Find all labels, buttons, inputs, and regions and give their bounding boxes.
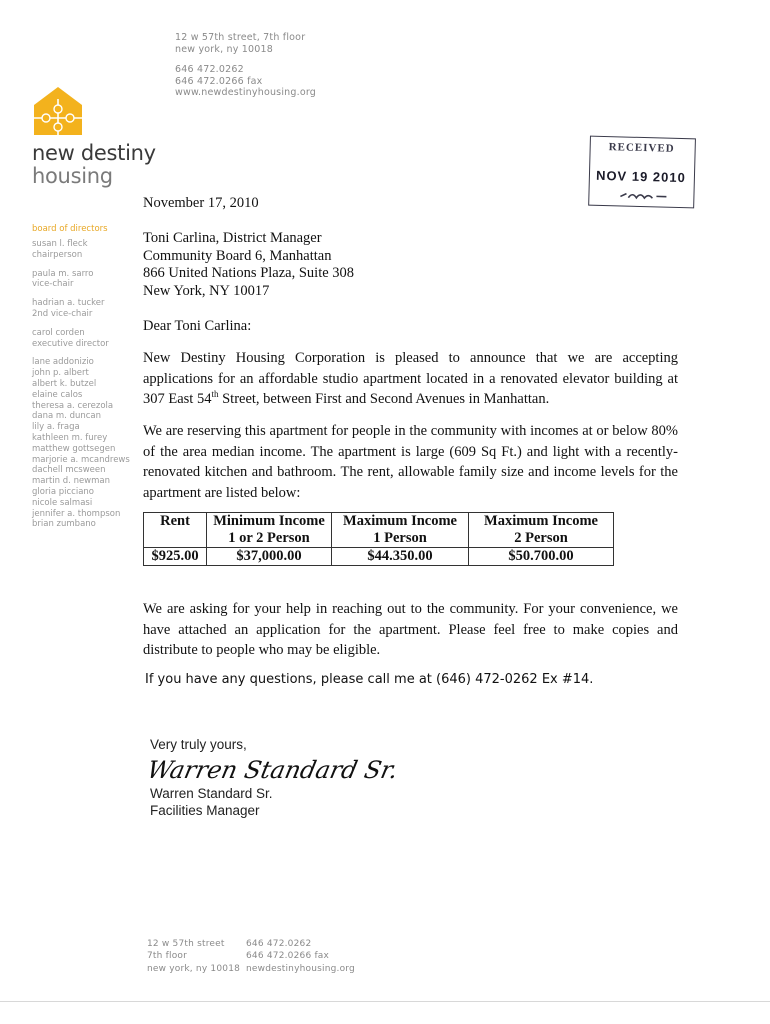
contact-line: If you have any questions, please call me at (646) 472-0262 Ex #14.: [145, 672, 594, 687]
salutation: Dear Toni Carlina:: [143, 318, 252, 334]
header-max-income-1: Maximum Income 1 Person: [332, 513, 469, 548]
paragraph-request: We are asking for your help in reaching out to the community. For your convenience, we have attached an application for the apartment. Please feel free to make copies and distribute to people who may be eligible.: [143, 601, 678, 658]
addressee-line: 866 United Nations Plaza, Suite 308: [143, 265, 355, 281]
handwritten-signature: [144, 750, 401, 790]
addressee-line: Toni Carlina, District Manager: [143, 230, 322, 246]
board-member: carol corden: [32, 327, 85, 338]
board-member: hadrian a. tucker: [32, 298, 105, 309]
board-member: martin d. newman: [32, 476, 111, 487]
board-member: lily a. fraga: [32, 422, 80, 433]
board-member: gloria picciano: [32, 486, 94, 497]
board-member: vice-chair: [32, 279, 74, 290]
board-group: [32, 239, 130, 261]
paragraph-text: Street, between First and Second Avenues in Manhattan.: [218, 391, 550, 407]
table-row: [144, 548, 614, 566]
paragraph-text: New Destiny Housing Corporation is pleased to announce that we are accepting applications for an affordable studio apartment located in a renovated elevator building at 307 East 54: [143, 350, 678, 407]
footer-line: 646 472.0262: [246, 939, 312, 949]
brand-name-line2: housing: [32, 164, 113, 188]
footer-line: 12 w 57th street: [147, 939, 225, 949]
board-member: dachell mcsween: [32, 465, 106, 476]
cell-max-income-1: $44.350.00: [332, 548, 469, 566]
board-member: susan l. fleck: [32, 239, 88, 249]
address-line-1: 12 w 57th street, 7th floor: [175, 32, 306, 43]
brand-name-line1: new destiny: [32, 141, 156, 165]
board-member: albert k. butzel: [32, 378, 97, 389]
stamp-date: NOV 19 2010: [595, 167, 687, 186]
board-member: paula m. sarro: [32, 268, 94, 279]
addressee-line: New York, NY 10017: [143, 282, 270, 299]
board-member: 2nd vice-chair: [32, 308, 93, 319]
header-max-income-2: Maximum Income 2 Person: [469, 513, 614, 548]
stamp-scribble-icon: [618, 190, 668, 201]
footer-contact: [246, 938, 355, 975]
board-of-directors-title: board of directors: [32, 224, 108, 234]
footer-line: 7th floor: [147, 951, 188, 962]
board-member: nicole salmasi: [32, 497, 93, 508]
board-member: marjorie a. mcandrews: [32, 454, 130, 465]
board-member: executive director: [32, 338, 109, 349]
paragraph-announcement: [143, 348, 678, 410]
ordinal-suffix: th: [211, 389, 219, 400]
board-member: theresa a. cerezola: [32, 400, 114, 411]
signer-title: Facilities Manager: [150, 803, 260, 818]
website: www.newdestinyhousing.org: [175, 87, 317, 98]
board-group: [32, 298, 130, 320]
addressee-line: Community Board 6, Manhattan: [143, 247, 332, 264]
phone-number: 646 472.0262: [175, 64, 244, 75]
board-member: john p. albert: [32, 368, 89, 379]
header-rent: Rent: [144, 513, 207, 548]
footer-line: new york, ny 10018: [147, 963, 241, 974]
footer-line: newdestinyhousing.org: [246, 963, 355, 974]
board-member: dana m. duncan: [32, 411, 102, 422]
cell-rent: $925.00: [144, 548, 207, 566]
income-table: [143, 512, 614, 566]
fax-number: 646 472.0266 fax: [175, 75, 263, 87]
board-member: lane addonizio: [32, 357, 94, 368]
footer-line: 646 472.0266 fax: [246, 951, 330, 962]
board-member: kathleen m. furey: [32, 432, 108, 443]
board-member: brian zumbano: [32, 519, 96, 530]
board-member: chairperson: [32, 249, 83, 260]
addressee-block: [143, 230, 354, 300]
cell-min-income: $37,000.00: [207, 548, 332, 566]
address-line-2: new york, ny 10018: [175, 43, 274, 55]
board-group: [32, 269, 130, 291]
board-of-directors-list: [32, 239, 130, 538]
board-group: [32, 357, 130, 530]
footer-address: [147, 938, 240, 975]
page-bottom-rule: [0, 1001, 770, 1002]
header-min-income: Minimum Income 1 or 2 Person: [207, 513, 332, 548]
board-member: matthew gottsegen: [32, 443, 116, 454]
table-header-row: [144, 513, 614, 548]
signer-name: Warren Standard Sr.: [150, 786, 273, 801]
header-address: [175, 32, 316, 99]
board-member: jennifer a. thompson: [32, 508, 121, 519]
paragraph-eligibility: We are reserving this apartment for people in the community with incomes at or below 80% of the area median income. The apartment is large (609 Sq Ft.) and light with a recently-renovated kitchen and bathroom. The rent, allowable family size and income levels for the apartment are listed below:: [143, 423, 678, 501]
cell-max-income-2: $50.700.00: [469, 548, 614, 566]
board-group: [32, 328, 130, 350]
stamp-title: RECEIVED: [608, 141, 675, 155]
received-stamp: [588, 136, 696, 213]
letter-date: November 17, 2010: [143, 195, 259, 211]
board-member: elaine calos: [32, 389, 83, 400]
closing: Very truly yours,: [150, 737, 247, 752]
svg-text:Warren Standard Sr.: Warren Standard Sr.: [144, 755, 401, 784]
signer-block: [150, 785, 273, 819]
house-puzzle-logo-icon: [32, 85, 84, 137]
